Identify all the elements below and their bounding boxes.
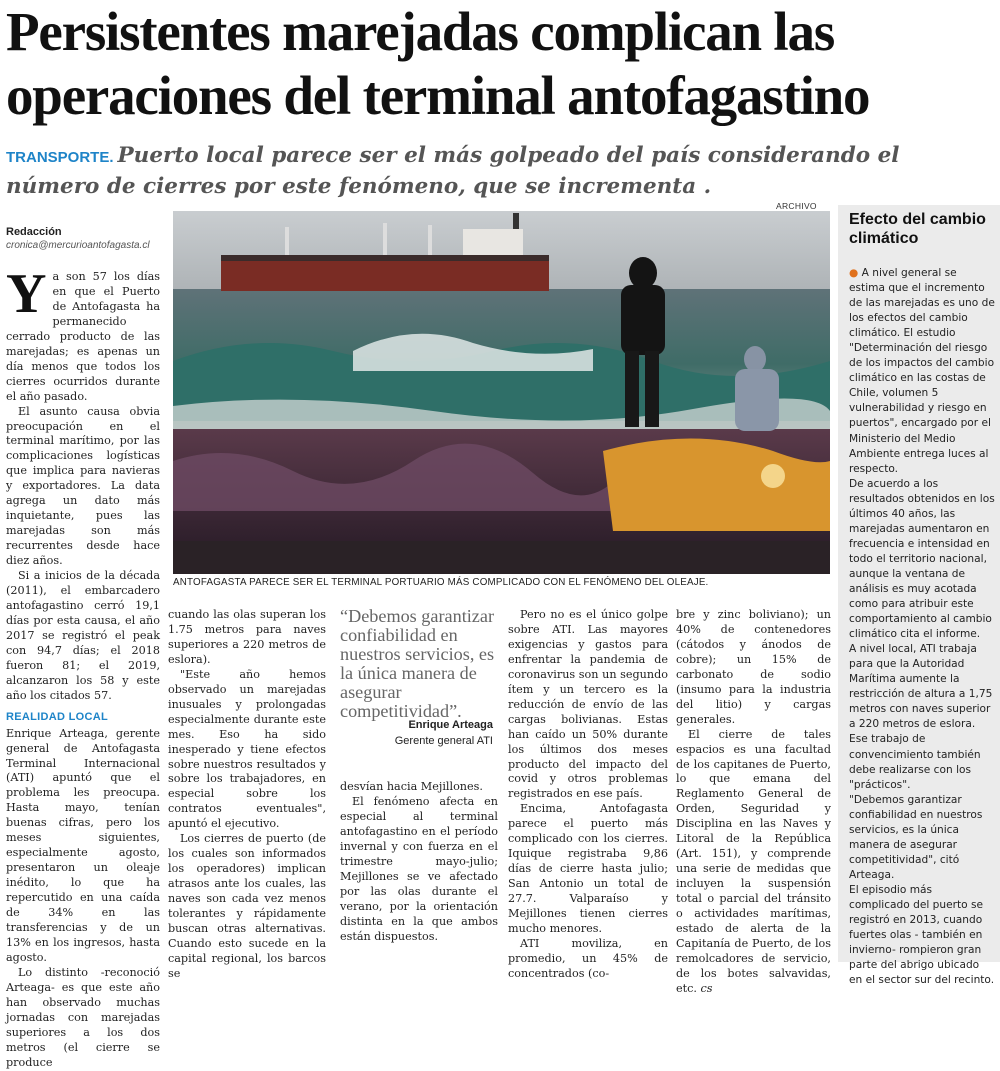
pull-quote-attribution — [380, 717, 493, 749]
article-photo — [173, 211, 830, 574]
byline — [6, 225, 166, 253]
article-paragraph-3: Si a inicios de la década (2011), el embarcadero antofagastino cerró 19,1 días por esta causa, el año 2017 se registró el peak con 94,7 días; el 2018 fueron 81; el 2019, alcanzaron los 58 y este año los citados 57. — [6, 569, 160, 702]
headline: Persistentes marejadas complican las operaciones del terminal antofagastino — [6, 1, 870, 126]
article-paragraph-4: Enrique Arteaga, gerente general de Antofagasta Terminal Internacional (ATI) apuntó que el problema les preocupa. Hasta mayo, tenían buenas cifras, pero los meses siguientes, especialmente agosto, presentaron un oleaje inédito, lo que ha repercutido en una caída de 34% en las transferencias y de un 13% en los ingresos, hasta agosto. — [6, 726, 160, 964]
article-paragraph-1: Ya son 57 los días en que el Puerto de Antofagasta ha permanecido cerrado producto de las marejadas; es apenas un día menos que todos los cierres ocurridos durante el año pasado. — [6, 263, 160, 403]
deck-kicker: TRANSPORTE. — [6, 149, 114, 166]
dropcap: Y — [6, 263, 47, 325]
sidebar-paragraph-5: El episodio más complicado del puerto se registró en 2013, cuando fuertes olas - también en invierno- rompieron gran parte del abrigo ubicado en el sector sur del recinto. — [849, 883, 995, 987]
article-paragraph-6: cuando las olas superan los 1.75 metros para naves superiores a 220 metros de eslora). — [168, 608, 326, 666]
article-paragraph-5: Lo distinto -reconoció Arteaga- es que este año han observado muchas jornadas con marejadas superiores a los dos metros (el cierre se produce — [6, 965, 160, 1069]
article-paragraph-11: Pero no es el único golpe sobre ATI. Las mayores exigencias y gastos para enfrentar la pandemia de coronavirus son un segundo ítem y un tercero es la reducción de envío de las cargas bolivianas. Estas han caído un 50% durante los últimos dos meses producto del impacto del covid y otros problemas registrados en ese país. — [508, 608, 668, 801]
deck — [6, 141, 991, 201]
pull-quote: “Debemos garantizar confiabilidad en nuestros servicios, es la única manera de asegurar competitividad”. — [340, 606, 495, 721]
column-4 — [508, 608, 668, 982]
bullet-icon: ● — [849, 267, 859, 279]
photo-illustration — [173, 211, 830, 574]
section-tag: REALIDAD LOCAL — [6, 710, 108, 723]
column-2 — [168, 608, 326, 982]
sidebar-title: Efecto del cambio climático — [849, 211, 986, 247]
article-paragraph-13: ATI moviliza, en promedio, un 45% de concentrados (co- — [508, 936, 668, 980]
sidebar-body — [849, 266, 995, 988]
sidebar-paragraph-4: "Debemos garantizar confiabilidad en nuestros servicios, es la única manera de asegurar competitividad", citó Arteaga. — [849, 793, 983, 881]
article-paragraph-2: El asunto causa obvia preocupación en el terminal marítimo, por las complicaciones logísticas que implica para navieras y exportadores. La data agrega un dato más inquietante, pues las marejadas son más recurrentes desde hace diez años. — [6, 404, 160, 568]
column-5 — [676, 608, 831, 997]
article-paragraph-7: "Este año hemos observado un marejadas inusuales y prolongadas especialmente durante este mes. Eso ha sido inesperado y tiene efectos sobre nuestros resultados y sobre los trabajadores, en especial sobre los contratos eventuales", apuntó el ejecutivo. — [168, 667, 326, 831]
end-mark: cs — [700, 981, 713, 995]
column-3 — [340, 780, 498, 944]
article-paragraph-10: El fenómeno afecta en especial al terminal antofagastino en el período invernal y con fuerza en el trimestre mayo-julio; Mejillones se ve afectado por las olas durante el verano, por la orientación distinta en la que ambos están dispuestos. — [340, 794, 498, 943]
byline-author: Redacción — [6, 226, 62, 238]
article-paragraph-12: Encima, Antofagasta parece el puerto más complicado con los cierres. Iquique registraba 9,86 días de cierre hasta julio; San Antonio un total de 27.7. Valparaíso y Mejillones tienen cierres mucho menores. — [508, 802, 668, 936]
article-paragraph-8: Los cierres de puerto (de los cuales son informados los operadores) implican atrasos ante los cuales, las naves son cada vez menos tolerantes y rápidamente buscan otras alternativas. Cuando esto sucede en la capital regional, los barcos se — [168, 832, 326, 980]
column-1 — [6, 263, 160, 1071]
photo-credit: ARCHIVO — [776, 201, 817, 211]
sidebar-paragraph-2: De acuerdo a los resultados obtenidos en los últimos 40 años, las marejadas aumentaron en frecuencia e intensidad en todo el territorio nacional, aunque la ventana de análisis es muy acotada como para atribuir este comportamiento al cambio climático cita el informe. — [849, 477, 995, 641]
sidebar-paragraph-3: A nivel local, ATI trabaja para que la Autoridad Marítima aumente la restricción de altura a 1,75 metros con naves superior a 220 metros de eslora. Ese trabajo de convencimiento también debe realizarse con los "prácticos". — [849, 643, 993, 791]
deck-text: Puerto local parece ser el más golpeado del país considerando el número de cierres por este fenómeno, que se incrementa . — [6, 143, 900, 199]
article-paragraph-9: desvían hacia Mejillones. — [340, 780, 483, 793]
pull-quote-role: Gerente general ATI — [394, 735, 493, 747]
byline-email: cronica@mercurioantofagasta.cl — [6, 240, 150, 251]
article-paragraph-15: El cierre de tales espacios es una facultad de los capitanes de Puerto, lo que emana del Reglamento General de Orden, Seguridad y Disciplina en las Naves y Litoral de la República (Art. 151), y comprende una serie de medidas que incluyen la suspensión total o parcial del tránsito o actividades marítimas, estado de alerta de la Capitanía de Puerto, de los remolcadores de servicio, de los botes salvavidas, etc. cs — [676, 727, 831, 995]
article-paragraph-14: bre y zinc boliviano); un 40% de contenedores (cátodos y ánodos de cobre); un 15% de carbonato de sodio (insumo para la industria del litio) y cargas generales. — [676, 608, 831, 726]
sidebar-paragraph-1: ● A nivel general se estima que el incremento de las marejadas es uno de los efectos del cambio climático. El estudio "Determinación del riesgo de los impactos del cambio climático en las costas de Chile, volumen 5 vulnerabilidad y riesgo en puertos", encargado por el Ministerio del Medio Ambiente entrega luces al respecto. — [849, 267, 995, 475]
photo-caption: ANTOFAGASTA PARECE SER EL TERMINAL PORTUARIO MÁS COMPLICADO CON EL FENÓMENO DEL OLEAJE. — [173, 577, 709, 588]
pull-quote-author: Enrique Arteaga — [408, 719, 493, 731]
